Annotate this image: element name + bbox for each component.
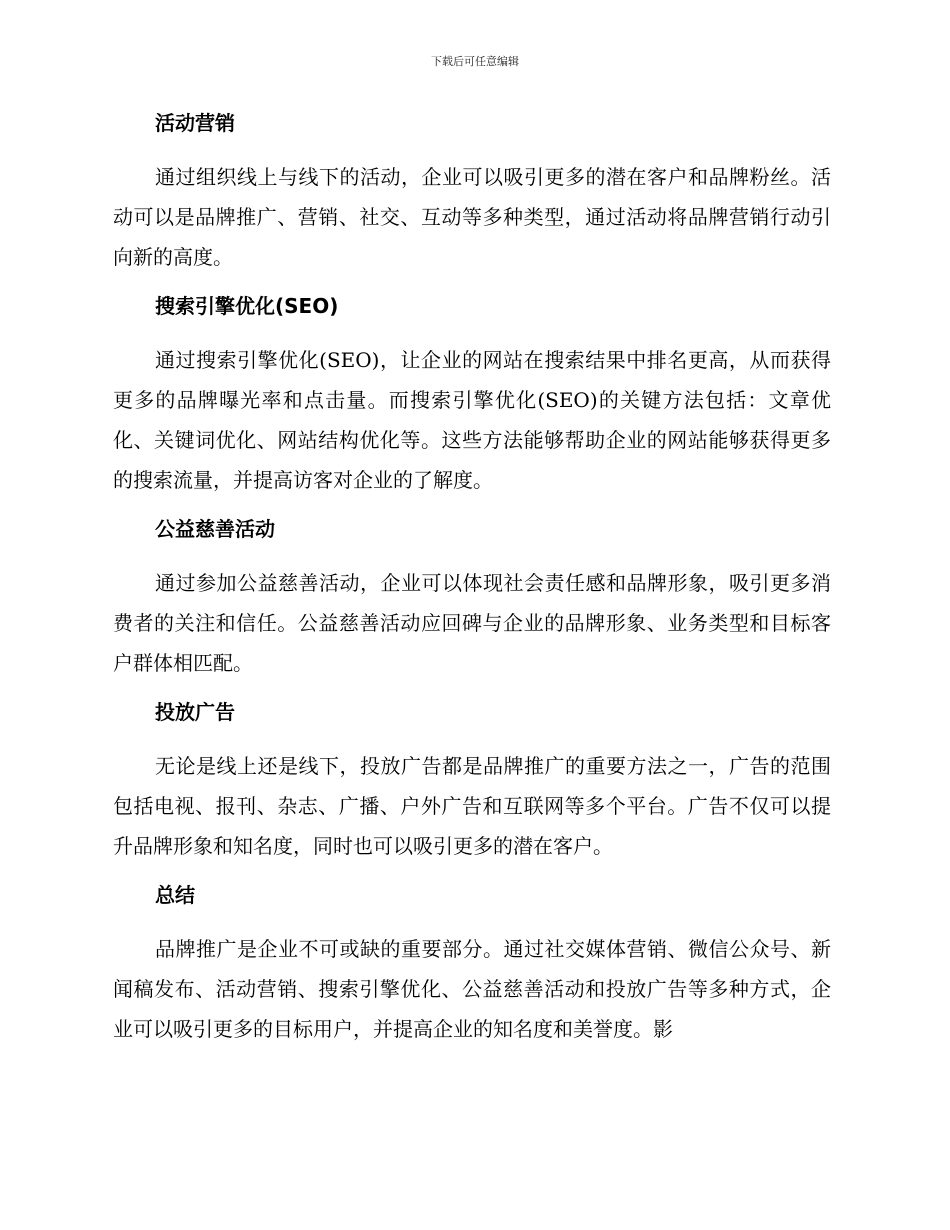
section-heading: 投放广告: [155, 700, 235, 724]
section-advertising: [113, 697, 831, 866]
section-paragraph: 通过搜索引擎优化(SEO)，让企业的网站在搜索结果中排名更高，从而获得更多的品牌曝光率和点击量。而搜索引擎优化(SEO)的关键方法包括：文章优化、关键词优化、网站结构优化等。这些方法能够帮助企业的网站能够获得更多的搜索流量，并提高访客对企业的了解度。: [113, 348, 831, 492]
section-event-marketing: [113, 108, 831, 277]
page-header: 下载后可任意编辑: [431, 55, 519, 68]
section-seo: [113, 291, 831, 500]
section-heading: 公益慈善活动: [155, 517, 275, 541]
document-content: [113, 108, 831, 1063]
section-heading: 活动营销: [155, 111, 235, 135]
section-summary: [113, 880, 831, 1049]
section-heading: 搜索引擎优化(SEO): [155, 294, 339, 318]
section-heading: 总结: [155, 883, 195, 907]
section-paragraph: 品牌推广是企业不可或缺的重要部分。通过社交媒体营销、微信公众号、新闻稿发布、活动营销、搜索引擎优化、公益慈善活动和投放广告等多种方式，企业可以吸引更多的目标用户，并提高企业的知名度和美誉度。影: [113, 937, 831, 1041]
section-paragraph: 无论是线上还是线下，投放广告都是品牌推广的重要方法之一，广告的范围包括电视、报刊、杂志、广播、户外广告和互联网等多个平台。广告不仅可以提升品牌形象和知名度，同时也可以吸引更多的潜在客户。: [113, 754, 831, 858]
section-paragraph: 通过组织线上与线下的活动，企业可以吸引更多的潜在客户和品牌粉丝。活动可以是品牌推广、营销、社交、互动等多种类型，通过活动将品牌营销行动引向新的高度。: [113, 165, 831, 269]
section-paragraph: 通过参加公益慈善活动，企业可以体现社会责任感和品牌形象，吸引更多消费者的关注和信任。公益慈善活动应回碑与企业的品牌形象、业务类型和目标客户群体相匹配。: [113, 571, 831, 675]
section-charity: [113, 514, 831, 683]
